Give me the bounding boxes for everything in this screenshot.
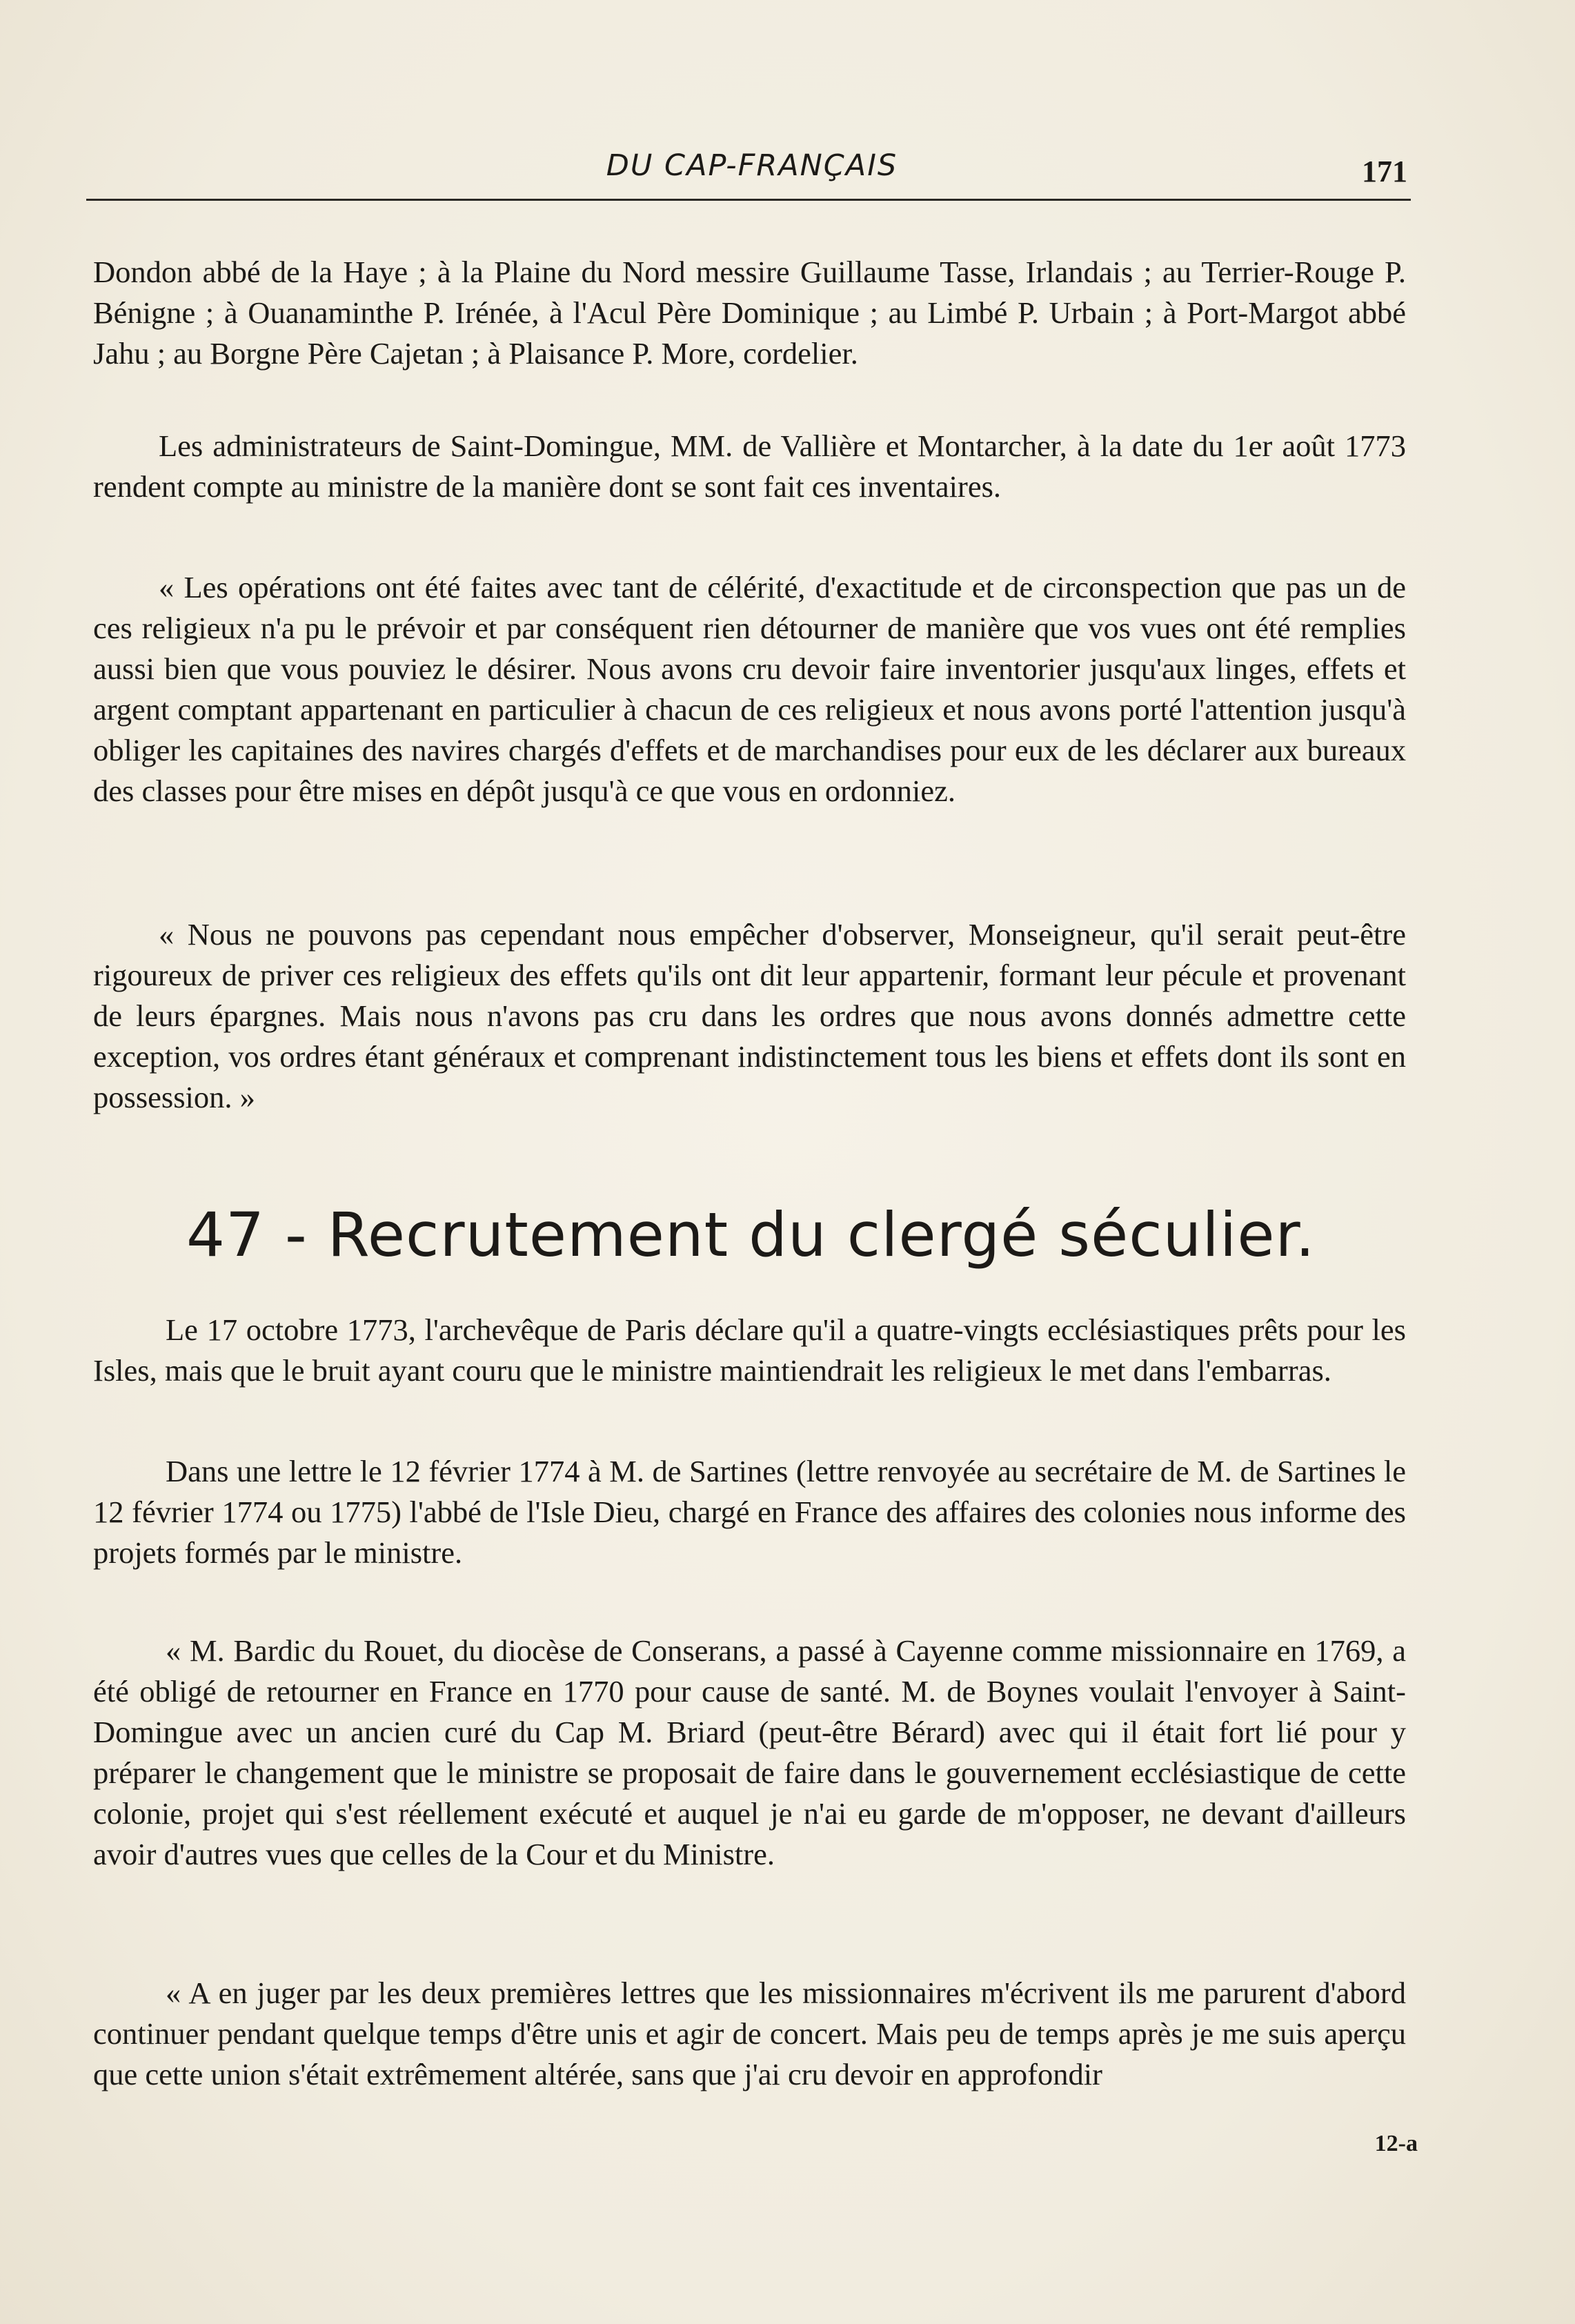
paragraph-archbishop-declaration: Le 17 octobre 1773, l'archevêque de Paris déclare qu'il a quatre-vingts ecclésiastiques prêts pour les Isles, mais que le bruit ayant couru que le ministre maintiendrait les religieux le met dans l'embarras.	[93, 1312, 1406, 1388]
paragraph-letter-sartines: Dans une lettre le 12 février 1774 à M. de Sartines (lettre renvoyée au secrétaire de M. de Sartines le 12 février 1774 ou 1775) l'abbé de l'Isle Dieu, chargé en France des affaires des colonies nous informe des projets formés par le ministre.	[93, 1454, 1406, 1570]
section-heading: 47 - Recrutement du clergé séculier.	[186, 1199, 1316, 1270]
paragraph-quote-operations: « Les opérations ont été faites avec tant de célérité, d'exactitude et de circonspection que pas un de ces religieux n'a pu le prévoir et par conséquent rien détourner de manière que vos vues ont été remplies aussi bien que vous pouviez le désirer. Nous avons cru devoir faire inventorier jusqu'aux linges, effets et argent comptant appartenant en particulier à chacun de ces religieux et nous avons porté l'attention jusqu'à obliger les capitaines des navires chargés d'effets et de marchandises pour eux de les déclarer aux bureaux des classes pour être mises en dépôt jusqu'à ce que vous en ordonniez.	[93, 570, 1406, 808]
running-head	[97, 141, 1407, 197]
paragraph-quote-bardic-du-rouet: « M. Bardic du Rouet, du diocèse de Conserans, a passé à Cayenne comme missionnaire en 1769, a été obligé de retourner en France en 1770 pour cause de santé. M. de Boynes voulait l'envoyer à Saint-Domingue avec un ancien curé du Cap M. Briard (peut-être Bérard) avec qui il était fort lié pour y préparer le changement que le ministre se proposait de faire dans le gouvernement ecclésiastique de cette colonie, projet qui s'est réellement exécuté et auquel je n'ai eu garde de m'opposer, ne devant d'ailleurs avoir d'autres vues que celles de la Cour et du Ministre.	[93, 1633, 1406, 1871]
paragraph-list-of-parishes: Dondon abbé de la Haye ; à la Plaine du Nord messire Guillaume Tasse, Irlandais ; au Terrier-Rouge P. Bénigne ; à Ouanaminthe P. Irénée, à l'Acul Père Dominique ; au Limbé P. Urbain ; à Port-Margot abbé Jahu ; au Borgne Père Cajetan ; à Plaisance P. More, cordelier.	[93, 255, 1406, 371]
header-rule	[86, 199, 1411, 201]
paragraph-quote-missionaries: « A en juger par les deux premières lettres que les missionnaires m'écrivent ils me parurent d'abord continuer pendant quelque temps d'être unis et agir de concert. Mais peu de temps après je me suis aperçu que cette union s'était extrêmement altérée, sans que j'ai cru devoir en approfondir	[93, 1976, 1406, 2091]
paragraph-quote-religious-effects: « Nous ne pouvons pas cependant nous empêcher d'observer, Monseigneur, qu'il serait peut-être rigoureux de priver ces religieux des effets qu'ils ont dit leur appartenir, formant leur pécule et provenant de leurs épargnes. Mais nous n'avons pas cru dans les ordres que nous avons donnés admettre cette exception, vos ordres étant généraux et comprenant indistinctement tous les biens et effets dont ils sont en possession. »	[93, 917, 1406, 1114]
page-number: 171	[1362, 155, 1407, 188]
printer-signature-mark: 12-a	[1374, 2131, 1418, 2156]
running-title: DU CAP-FRANÇAIS	[606, 148, 898, 183]
paragraph-administrators-report: Les administrateurs de Saint-Domingue, MM. de Vallière et Montarcher, à la date du 1er août 1773 rendent compte au ministre de la manière dont se sont fait ces inventaires.	[93, 429, 1406, 504]
